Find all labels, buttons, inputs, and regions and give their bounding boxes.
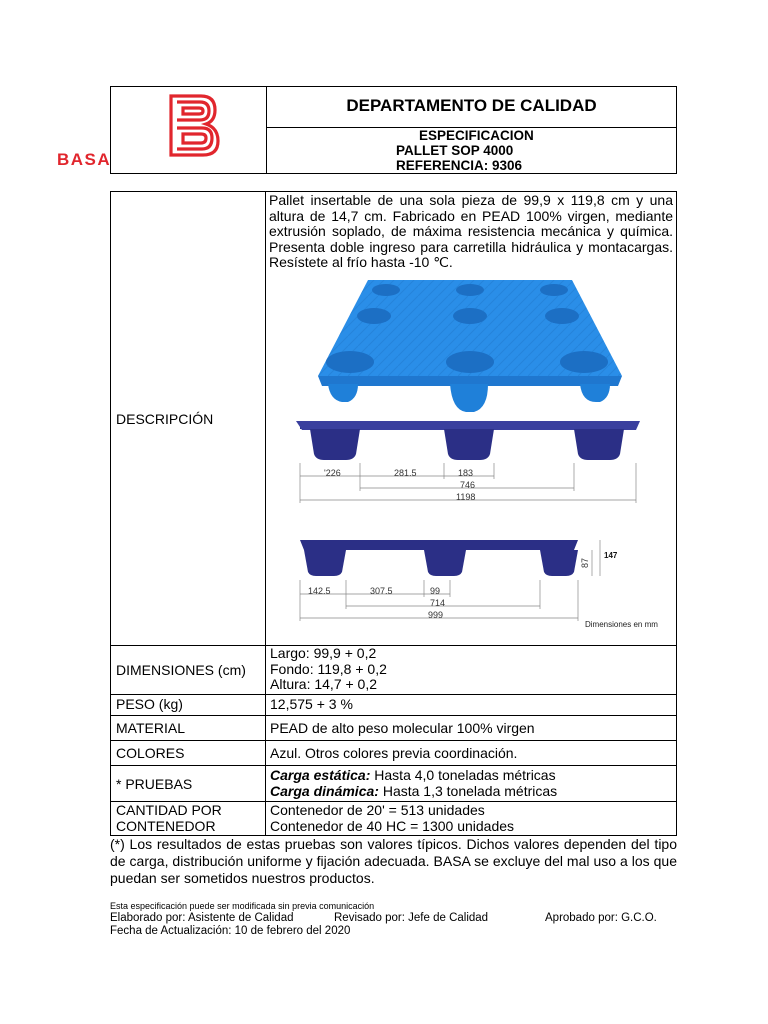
- dim-label: 87: [580, 557, 590, 568]
- header-table: [110, 86, 677, 174]
- brand-name: BASA: [57, 150, 112, 169]
- pallet-side-view-width: [296, 536, 636, 626]
- dim-label: 281.5: [394, 468, 417, 478]
- update-date: Fecha de Actualización: 10 de febrero del 2020: [110, 925, 351, 937]
- row-line: [110, 765, 677, 766]
- dimension-length: Largo: 99,9 + 0,2: [270, 645, 377, 661]
- row-line: [110, 715, 677, 716]
- basa-logo-icon: [111, 87, 266, 173]
- dimension-height: Altura: 14,7 + 0,2: [270, 676, 378, 692]
- dim-label: 147: [604, 551, 618, 560]
- reviewed-by: Revisado por: Jefe de Calidad: [334, 912, 489, 924]
- units-note: Dimensiones en mm: [585, 620, 658, 629]
- reference: REFERENCIA: 9306: [396, 158, 523, 173]
- tests-label: * PRUEBAS: [116, 776, 193, 792]
- disclaimer: Esta especificación puede ser modificada sin previa comunicación: [110, 901, 375, 911]
- material-value: PEAD de alto peso molecular 100% virgen: [270, 720, 535, 736]
- dimensions-values: [270, 646, 387, 693]
- dynamic-load: Carga dinámica: Hasta 1,3 tonelada métricas: [270, 782, 558, 799]
- product-name: PALLET SOP 4000: [396, 143, 514, 158]
- weight-label: PESO (kg): [116, 696, 183, 712]
- logo-cell: [111, 87, 267, 173]
- quantity-values: [270, 802, 514, 834]
- dim-label: 714: [430, 598, 446, 608]
- tests-footnote: (*) Los resultados de estas pruebas son valores típicos. Dichos valores dependen del tipo de carga, distribución uniforme y fijación adecuada. BASA se excluye del mal uso a los que puedan ser sometidos nuestros productos.: [110, 836, 677, 886]
- dim-label: 999: [428, 610, 444, 620]
- row-line: [110, 694, 677, 695]
- container-40: Contenedor de 40 HC = 1300 unidades: [270, 818, 515, 834]
- dim-label: 1198: [456, 492, 476, 502]
- dimensions-label: DIMENSIONES (cm): [116, 662, 246, 678]
- dimension-width: Fondo: 119,8 + 0,2: [270, 660, 387, 677]
- colors-label: COLORES: [116, 745, 185, 761]
- weight-value: 12,575 + 3 %: [270, 696, 353, 712]
- spec-title: ESPECIFICACION: [419, 128, 534, 143]
- static-load: Carga estática: Hasta 4,0 toneladas métricas: [270, 767, 556, 783]
- dim-label: 142.5: [308, 586, 331, 596]
- pallet-3d-image: [318, 276, 624, 414]
- prepared-by: Elaborado por: Asistente de Calidad: [110, 912, 294, 924]
- dim-label: 746: [460, 480, 476, 490]
- dim-label: 183: [458, 468, 474, 478]
- row-line: [110, 645, 677, 646]
- pallet-side-view-length: [296, 418, 642, 510]
- row-line: [110, 740, 677, 741]
- tests-values: [270, 768, 557, 799]
- description-text: Pallet insertable de una sola pieza de 99,9 x 119,8 cm y una altura de 14,7 cm. Fabricado en PEAD 100% virgen, mediante extrusión soplado, de máxima resistencia mecánica y química. Presenta doble ingreso para carretilla hidráulica y montacargas. Resístete al frío hasta -10 ℃.: [269, 192, 673, 270]
- dim-label: '226: [324, 468, 341, 478]
- description-label: DESCRIPCIÓN: [116, 411, 214, 427]
- dim-label: 307.5: [370, 586, 393, 596]
- material-label: MATERIAL: [116, 720, 185, 736]
- quantity-label: CANTIDAD POR CONTENEDOR: [116, 802, 222, 834]
- colors-value: Azul. Otros colores previa coordinación.: [270, 745, 518, 761]
- approved-by: Aprobado por: G.C.O.: [545, 912, 657, 924]
- dim-label: 99: [430, 586, 441, 596]
- department-title: DEPARTAMENTO DE CALIDAD: [267, 87, 676, 128]
- spec-block: [267, 128, 676, 173]
- container-20: Contenedor de 20' = 513 unidades: [270, 802, 485, 818]
